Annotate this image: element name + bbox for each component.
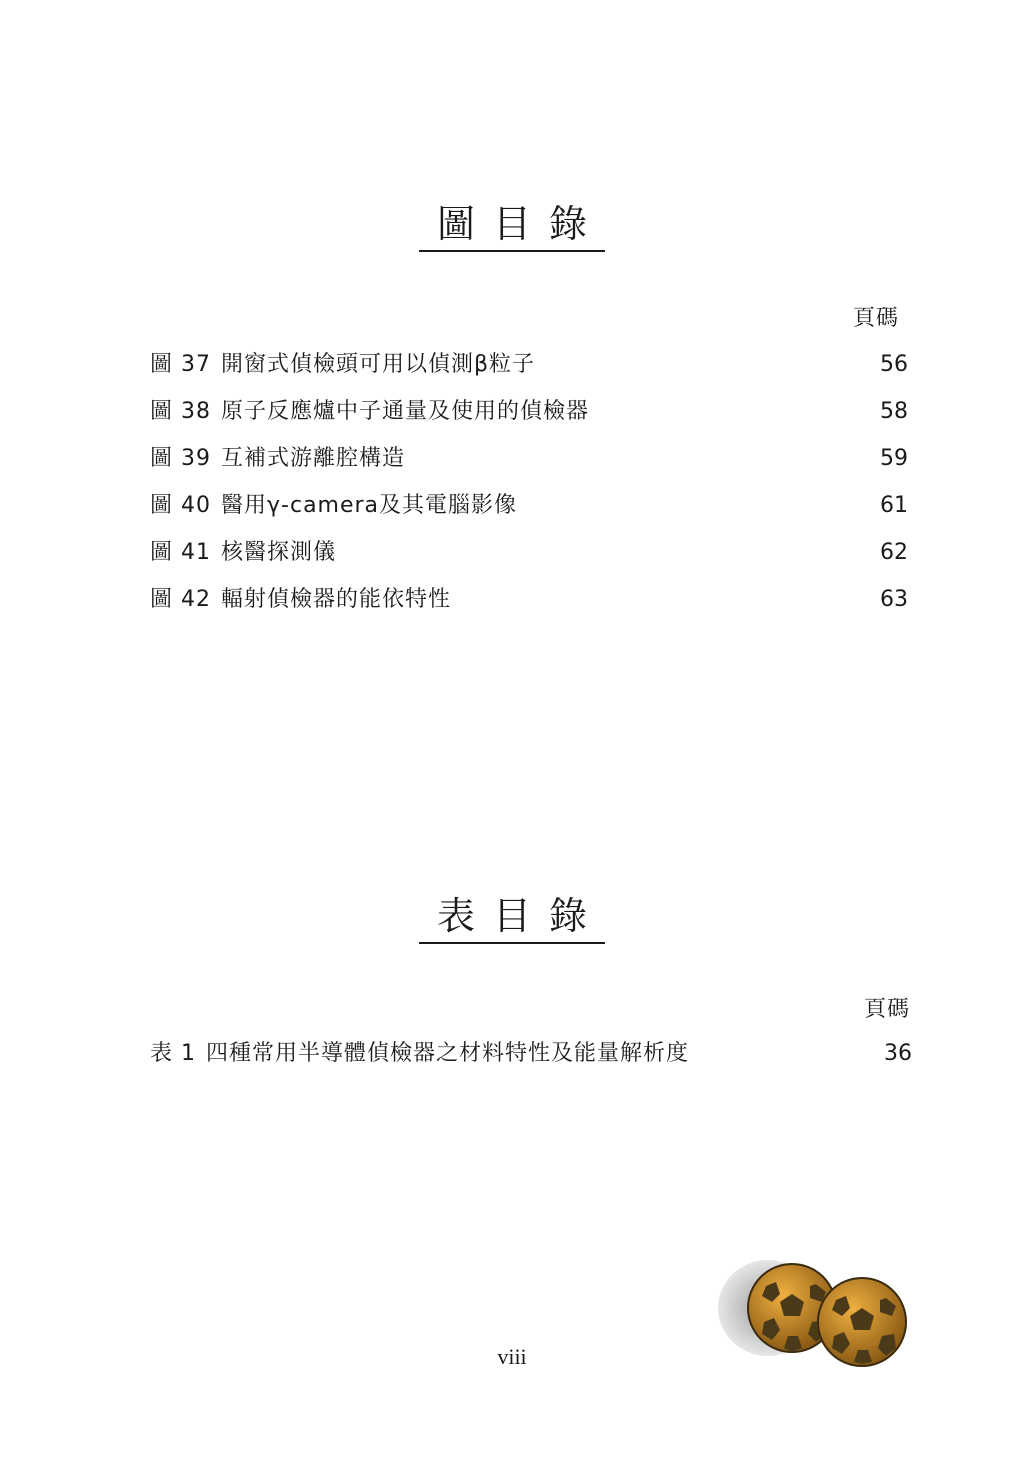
entry-prefix: 圖 bbox=[150, 352, 174, 377]
entry-number: 40 bbox=[181, 493, 212, 518]
entry-page: 61 bbox=[880, 493, 908, 518]
entry-number: 42 bbox=[181, 587, 212, 612]
tables-page-column-label: 頁碼 bbox=[864, 997, 911, 1022]
entry-prefix: 圖 bbox=[150, 399, 174, 424]
entry-number: 39 bbox=[181, 446, 212, 471]
entry-number: 1 bbox=[181, 1041, 197, 1066]
toc-row[interactable] bbox=[150, 583, 908, 617]
entry-title: 核醫探測儀 bbox=[221, 540, 337, 565]
entry-title: 開窗式偵檢頭可用以偵測β粒子 bbox=[221, 352, 536, 377]
tables-heading: 表目錄 bbox=[0, 892, 1024, 944]
entry-prefix: 圖 bbox=[150, 540, 174, 565]
entry-page: 56 bbox=[880, 352, 908, 377]
entry-prefix: 圖 bbox=[150, 587, 174, 612]
footer-page-number: viii bbox=[497, 1344, 527, 1369]
toc-row[interactable] bbox=[150, 489, 908, 523]
toc-row[interactable] bbox=[150, 348, 908, 382]
entry-page: 36 bbox=[884, 1041, 912, 1066]
figures-page-column-label: 頁碼 bbox=[853, 306, 900, 331]
toc-row[interactable] bbox=[150, 1037, 912, 1071]
figures-heading: 圖目錄 bbox=[0, 200, 1024, 252]
entry-page: 58 bbox=[880, 399, 908, 424]
entry-title: 四種常用半導體偵檢器之材料特性及能量解析度 bbox=[206, 1041, 690, 1066]
entry-prefix: 圖 bbox=[150, 493, 174, 518]
entry-title: 醫用γ-camera及其電腦影像 bbox=[221, 493, 518, 518]
entry-title: 輻射偵檢器的能依特性 bbox=[221, 587, 452, 612]
entry-page: 63 bbox=[880, 587, 908, 612]
entry-number: 41 bbox=[181, 540, 212, 565]
toc-row[interactable] bbox=[150, 442, 908, 476]
entry-page: 62 bbox=[880, 540, 908, 565]
entry-prefix: 圖 bbox=[150, 446, 174, 471]
entry-page: 59 bbox=[880, 446, 908, 471]
entry-title: 原子反應爐中子通量及使用的偵檢器 bbox=[221, 399, 590, 424]
entry-number: 38 bbox=[181, 399, 212, 424]
toc-row[interactable] bbox=[150, 395, 908, 429]
toc-row[interactable] bbox=[150, 536, 908, 570]
entry-number: 37 bbox=[181, 352, 212, 377]
entry-prefix: 表 bbox=[150, 1041, 174, 1066]
entry-title: 互補式游離腔構造 bbox=[221, 446, 406, 471]
